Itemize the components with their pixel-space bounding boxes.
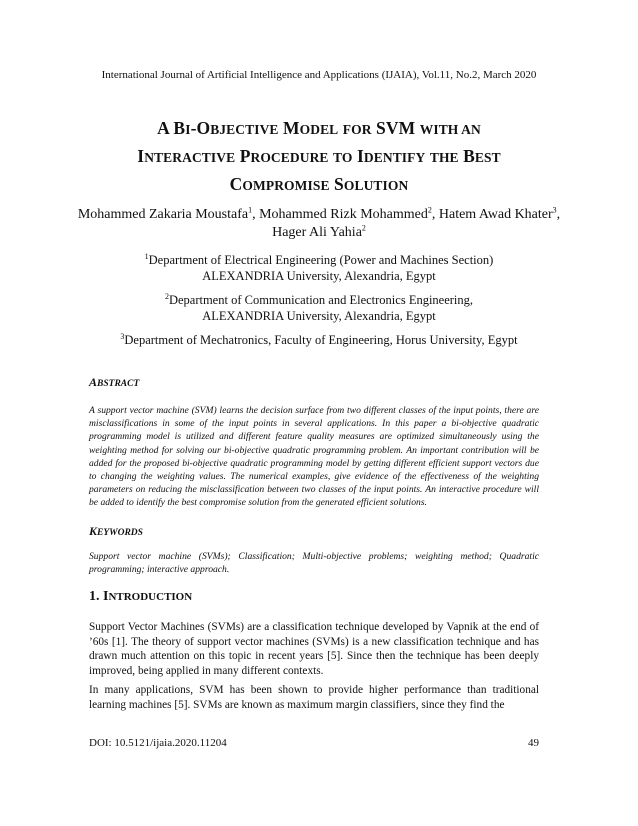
author-affiliation-mark: 3 <box>552 205 557 215</box>
title-word: S <box>329 174 344 194</box>
title-word: M <box>278 118 300 138</box>
title-word-sc: OMPROMISE <box>242 178 330 193</box>
affiliation-1 <box>60 252 578 284</box>
author-list <box>70 206 568 242</box>
title-line-3 <box>60 171 578 199</box>
affiliation-2 <box>60 292 578 324</box>
title-line-2 <box>60 143 578 171</box>
heading-smallcaps: BSTRACT <box>97 379 140 389</box>
title-word-sc: THE <box>429 150 459 165</box>
title-word-sc: WITH AN <box>419 122 481 137</box>
abstract-text: A support vector machine (SVM) learns the decision surface from two different classes of the input points, there are misclassifications in some of the input points in several applications. In this paper a bi-objective quadratic programming model is utilized and different feature quality measures are optimized simultaneously using the weighting method for solving our bi-objective quadratic programming problem. An important contribution will be added for the proposed bi-objective quadratic programming model by getting different efficient support vectors due to changing the weighting values. The numerical examples, give evidence of the effectiveness of the weighting parameters on reducing the misclassification between two classes of the input points. An interactive procedure will be added to identify the best compromise solution from the generated efficient solutions. <box>89 405 539 509</box>
title-word: A <box>157 118 169 138</box>
author-separator: , <box>431 207 439 222</box>
author-name: Hager Ali Yahia <box>272 225 362 240</box>
affiliation-department: Department of Electrical Engineering (Power and Machines Section) <box>148 253 494 267</box>
keywords-heading <box>89 524 143 540</box>
title-word-sc: I <box>185 122 191 137</box>
affiliation-department: Department of Communication and Electronics Engineering, <box>168 293 474 307</box>
journal-header: International Journal of Artificial Intelligence and Applications (IJAIA), Vol.11, No.2, March 2020 <box>101 69 537 81</box>
title-word-sc: DENTIFY <box>363 150 426 165</box>
author-separator: , <box>252 207 260 222</box>
footer-doi: DOI: 10.5121/ijaia.2020.11204 <box>89 737 227 749</box>
author-name: Mohammed Rizk Mohammed <box>259 207 428 222</box>
introduction-paragraph-2: In many applications, SVM has been shown to provide higher performance than traditional learning machines [5]. SVMs are known as maximum margin classifiers, since they find the <box>89 684 539 711</box>
title-word: I <box>137 146 145 166</box>
affiliation-mark: 1 <box>144 251 149 261</box>
title-word-sc: ODEL <box>299 122 339 137</box>
introduction-paragraph-1: Support Vector Machines (SVMs) are a classification technique developed by Vapnik at the end of ’60s [1]. The theory of support vector machines (SVMs) is a new classification technique and has drawn much attention on this topic in recent years [5]. Since then the technique has been deeply improved, being applied in many different contexts. <box>89 621 539 677</box>
author-affiliation-mark: 1 <box>248 205 253 215</box>
affiliation-institution: ALEXANDRIA University, Alexandria, Egypt <box>202 309 436 323</box>
title-word: B <box>168 118 186 138</box>
title-word: -O <box>190 118 211 138</box>
heading-smallcaps: NTRODUCTION <box>108 591 193 603</box>
title-word-sc: ROCEDURE <box>250 150 329 165</box>
affiliation-department: Department of Mechatronics, Faculty of Engineering, Horus University, Egypt <box>124 333 518 347</box>
affiliation-mark: 2 <box>164 291 169 301</box>
title-word-sc: TO <box>333 150 353 165</box>
heading-smallcaps: EYWORDS <box>97 528 143 538</box>
title-word-sc: EST <box>474 150 501 165</box>
affiliation-mark: 3 <box>120 331 125 341</box>
heading-initial: 1. I <box>89 589 109 604</box>
introduction-heading <box>89 589 192 605</box>
author-affiliation-mark: 2 <box>427 205 432 215</box>
author-name: Mohammed Zakaria Moustafa <box>77 207 249 222</box>
title-word: C <box>229 174 243 194</box>
affiliation-institution: ALEXANDRIA University, Alexandria, Egypt <box>202 269 436 283</box>
title-line-1 <box>60 115 578 143</box>
heading-initial: K <box>89 524 98 538</box>
affiliation-3 <box>60 332 578 348</box>
author-separator: , <box>556 207 561 222</box>
title-word: B <box>458 146 475 166</box>
title-word: I <box>352 146 364 166</box>
title-word-sc: OLUTION <box>343 178 409 193</box>
title-word-sc: BJECTIVE <box>210 122 279 137</box>
page-number: 49 <box>528 737 539 749</box>
title-word: SVM <box>371 118 416 138</box>
title-word-sc: FOR <box>342 122 372 137</box>
keywords-text: Support vector machine (SVMs); Classification; Multi-objective problems; weighting method; Quadratic programming; interactive approach. <box>89 551 539 576</box>
title-word: P <box>235 146 251 166</box>
heading-initial: A <box>89 375 98 389</box>
author-name: Hatem Awad Khater <box>438 207 553 222</box>
abstract-heading <box>89 375 139 391</box>
paper-title <box>60 115 578 199</box>
author-affiliation-mark: 2 <box>361 223 366 233</box>
title-word-sc: NTERACTIVE <box>144 150 236 165</box>
